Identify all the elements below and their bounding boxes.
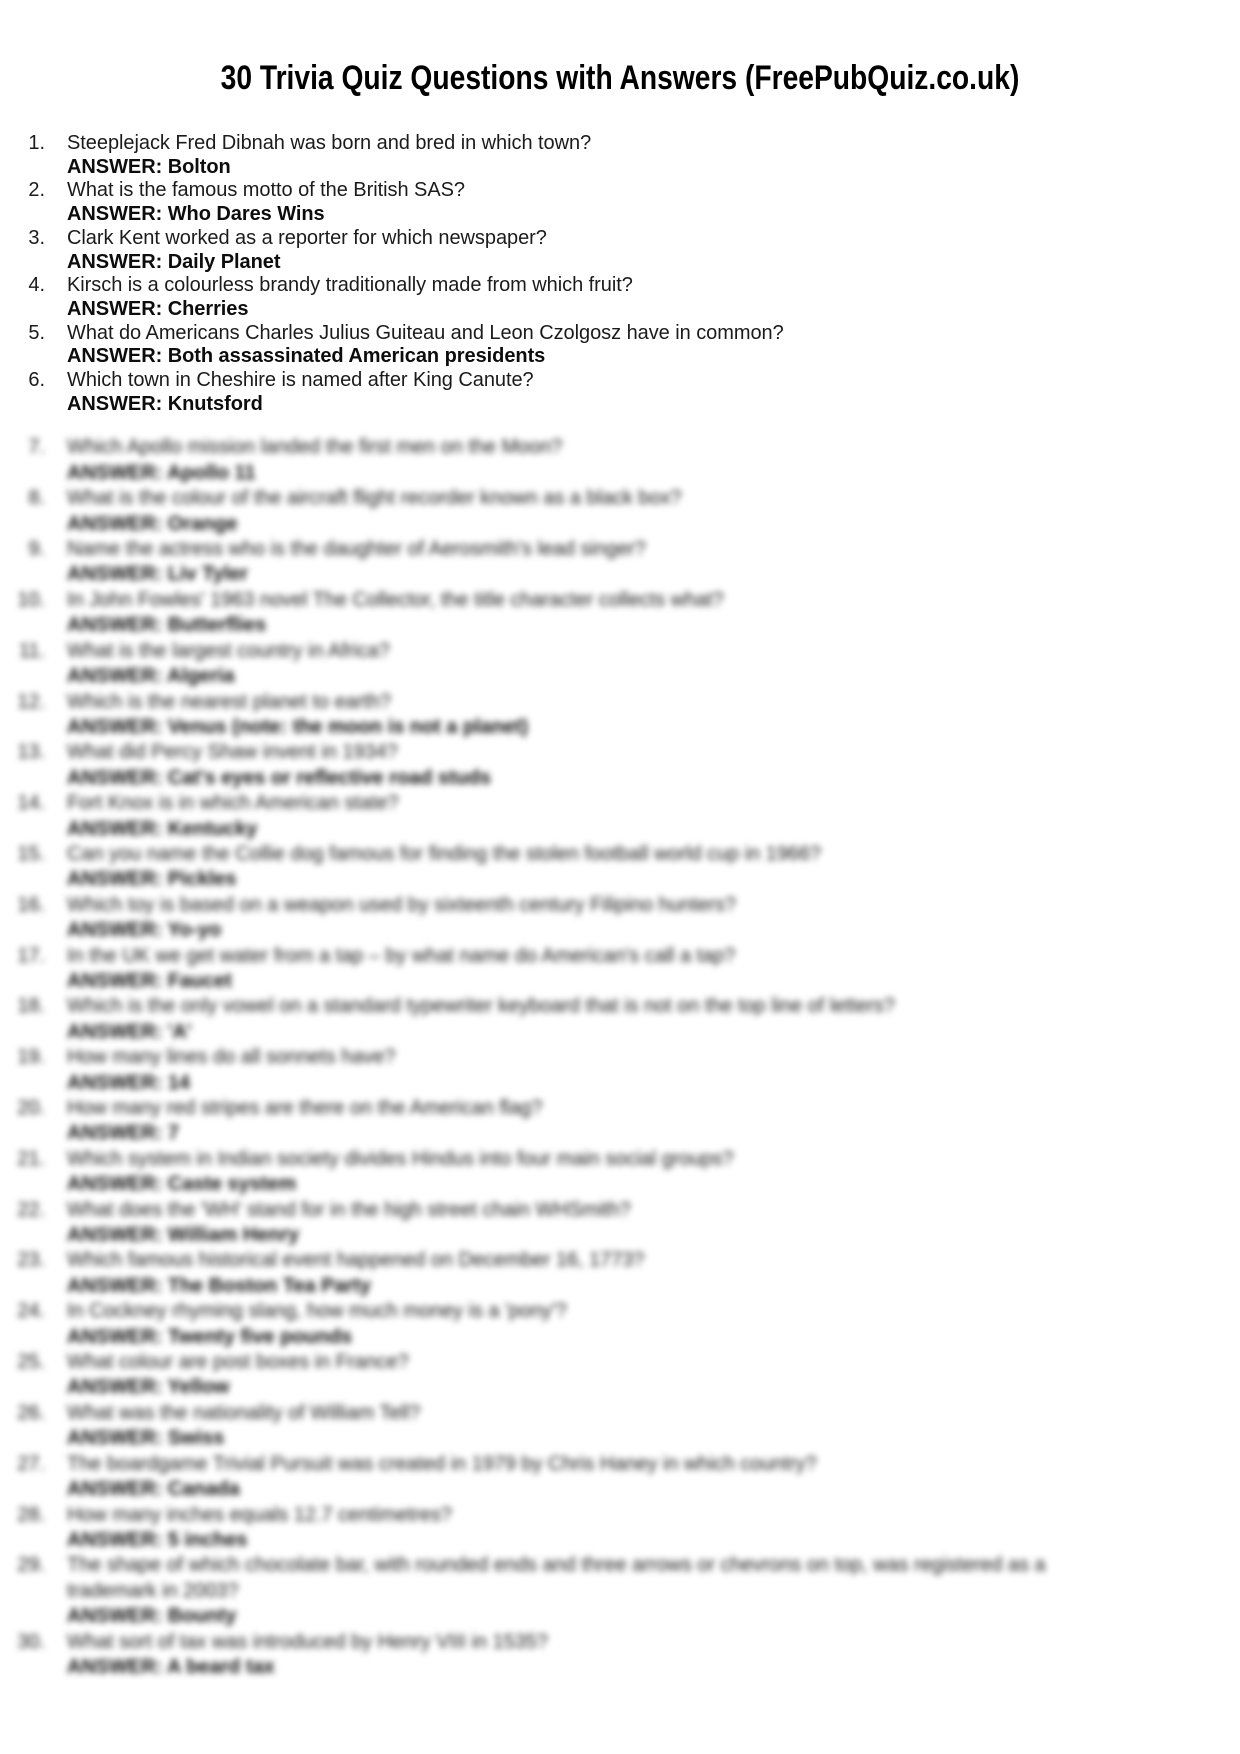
answer-text: ANSWER: 14 [67,1071,190,1094]
question-number: 24. [17,1300,45,1323]
answer-text: ANSWER: Knutsford [67,392,263,415]
answer-text: ANSWER: Liv Tyler [67,563,249,586]
quiz-item [0,1553,1240,1629]
question-number: 9. [28,538,45,561]
document-title: 30 Trivia Quiz Questions with Answers (FreePubQuiz.co.uk) [220,59,1020,97]
question-text: Can you name the Collie dog famous for finding the stolen football world cup in 1966? [67,842,822,865]
quiz-item [0,1096,1240,1147]
question-number: 18. [17,995,45,1018]
quiz-item-content [67,1452,1112,1503]
answer-text: ANSWER: Orange [67,512,238,535]
question-text: What is the largest country in Africa? [67,639,390,662]
question-number: 29. [17,1554,45,1577]
quiz-item [0,893,1240,944]
quiz-item-content [67,740,1112,791]
question-text: What is the famous motto of the British SAS? [67,179,465,202]
quiz-item-content [67,537,1112,588]
quiz-item-content [67,588,1112,639]
answer-text: ANSWER: Bolton [67,155,231,178]
question-number: 28. [17,1503,45,1526]
quiz-item-content [67,1503,1112,1554]
quiz-item [0,179,1240,226]
answer-text: ANSWER: 7 [67,1122,179,1145]
answer-text: ANSWER: Caste system [67,1173,297,1196]
quiz-item [0,842,1240,893]
quiz-item-content [67,1401,1112,1452]
question-number: 23. [17,1249,45,1272]
question-number: 26. [17,1401,45,1424]
quiz-item [0,1147,1240,1198]
question-number: 17. [17,944,45,967]
answer-text: ANSWER: Who Dares Wins [67,203,325,226]
question-text: In John Fowles' 1963 novel The Collector, the title character collects what? [67,588,724,611]
quiz-item [0,1401,1240,1452]
answer-text: ANSWER: Algeria [67,665,235,688]
quiz-item-content [67,893,1112,944]
question-number: 19. [17,1046,45,1069]
quiz-item-content [67,1553,1112,1629]
question-text: Which famous historical event happened on December 16, 1773? [67,1249,645,1272]
quiz-item [0,1630,1240,1681]
question-number: 22. [17,1198,45,1221]
answer-text: ANSWER: Pickles [67,868,237,891]
quiz-item [0,690,1240,741]
question-number: 16. [17,893,45,916]
quiz-item-content [67,791,1112,842]
question-text: In Cockney rhyming slang, how much money is a 'pony'? [67,1300,567,1323]
quiz-item [0,1198,1240,1249]
quiz-item-content [67,227,1112,274]
answer-text: ANSWER: Twenty five pounds [67,1325,352,1348]
question-text: Fort Knox is in which American state? [67,792,399,815]
quiz-item-content [67,944,1112,995]
question-text: Which is the only vowel on a standard typewriter keyboard that is not on the top line of letters? [67,995,895,1018]
answer-text: ANSWER: The Boston Tea Party [67,1274,371,1297]
answer-text: ANSWER: Both assassinated American presidents [67,345,546,368]
quiz-item [0,1045,1240,1096]
quiz-item-content [67,179,1112,226]
quiz-item [0,994,1240,1045]
question-text: Which town in Cheshire is named after King Canute? [67,369,534,392]
answer-text: ANSWER: Bounty [67,1605,237,1628]
answer-text: ANSWER: A beard tax [67,1655,275,1678]
question-text: In the UK we get water from a tap – by what name do American's call a tap? [67,944,736,967]
quiz-item [0,369,1240,416]
question-text: How many red stripes are there on the American flag? [67,1097,543,1119]
question-text: What was the nationality of William Tell? [67,1401,421,1424]
quiz-item-content [67,1350,1112,1401]
question-text: What is the colour of the aircraft flight recorder known as a black box? [67,487,682,510]
answer-text: ANSWER: 'A' [67,1020,192,1043]
question-number: 20. [17,1097,45,1119]
answer-text: ANSWER: Venus (note: the moon is not a planet) [67,715,529,738]
quiz-item-content [67,1147,1112,1198]
question-number: 21. [17,1147,45,1170]
question-text: Name the actress who is the daughter of Aerosmith's lead singer? [67,538,646,561]
quiz-item [0,132,1240,179]
question-text: What colour are post boxes in France? [67,1351,409,1374]
question-text: Which toy is based on a weapon used by sixteenth century Filipino hunters? [67,893,736,916]
question-text: Clark Kent worked as a reporter for which newspaper? [67,226,547,249]
question-number: 4. [28,274,45,297]
question-number: 6. [28,369,45,392]
quiz-item [0,1299,1240,1350]
quiz-item-content [67,486,1112,537]
quiz-item [0,1452,1240,1503]
answer-text: ANSWER: Yo-yo [67,919,222,942]
quiz-item-content [67,435,1112,486]
quiz-item-content [67,132,1112,179]
question-text: What does the 'WH' stand for in the high street chain WHSmith? [67,1198,631,1221]
answer-text: ANSWER: Cat's eyes or reflective road studs [67,766,491,789]
quiz-item [0,639,1240,690]
quiz-item [0,322,1240,369]
answer-text: ANSWER: Butterflies [67,614,267,637]
answer-text: ANSWER: Kentucky [67,817,258,840]
question-number: 1. [28,132,45,154]
question-text: Which system in Indian society divides Hindus into four main social groups? [67,1147,734,1170]
question-number: 14. [17,792,45,815]
quiz-item-content [67,1096,1112,1147]
question-number: 7. [28,436,45,459]
quiz-item [0,274,1240,321]
quiz-item-content [67,994,1112,1045]
quiz-item [0,1503,1240,1554]
quiz-item [0,791,1240,842]
quiz-item [0,1350,1240,1401]
question-number: 13. [17,741,45,764]
question-text: How many inches equals 12.7 centimetres? [67,1503,452,1526]
quiz-item-content [67,274,1112,321]
question-number: 11. [18,639,45,662]
quiz-list [0,132,1240,1680]
quiz-item [0,588,1240,639]
question-number: 25. [17,1351,45,1374]
quiz-item-content [67,1630,1112,1681]
question-text: What sort of tax was introduced by Henry VIII in 1535? [67,1630,548,1653]
question-text: The boardgame Trivial Pursuit was created in 1979 by Chris Haney in which country? [67,1452,817,1475]
question-number: 27. [17,1452,45,1475]
answer-text: ANSWER: Faucet [67,969,232,992]
question-number: 15. [17,842,45,865]
question-text: Kirsch is a colourless brandy traditionally made from which fruit? [67,274,633,297]
quiz-item [0,740,1240,791]
quiz-item-content [67,1045,1112,1096]
question-number: 3. [28,226,45,249]
quiz-item [0,944,1240,995]
answer-text: ANSWER: Daily Planet [67,250,281,273]
quiz-item [0,227,1240,274]
quiz-item-content [67,842,1112,893]
quiz-item [0,486,1240,537]
question-text: The shape of which chocolate bar, with rounded ends and three arrows or chevrons on top, was registered as a trademark in 2003? [67,1554,1046,1602]
answer-text: ANSWER: 5 inches [67,1528,248,1551]
question-number: 12. [17,690,45,713]
question-number: 10. [17,588,45,611]
quiz-item-content [67,1248,1112,1299]
quiz-item [0,1248,1240,1299]
quiz-item-content [67,639,1112,690]
answer-text: ANSWER: Apollo 11 [67,461,256,484]
quiz-item-content [67,690,1112,741]
quiz-item-content [67,1198,1112,1249]
question-text: How many lines do all sonnets have? [67,1046,396,1069]
question-text: Which Apollo mission landed the first men on the Moon? [67,436,563,459]
question-number: 2. [28,179,45,202]
quiz-item-content [67,369,1112,416]
quiz-item [0,435,1240,486]
answer-text: ANSWER: William Henry [67,1224,300,1247]
question-number: 8. [28,487,45,510]
question-text: Which is the nearest planet to earth? [67,690,391,713]
answer-text: ANSWER: Yellow [67,1376,230,1399]
question-text: Steeplejack Fred Dibnah was born and bred in which town? [67,132,592,154]
answer-text: ANSWER: Cherries [67,297,249,320]
question-number: 5. [28,321,45,344]
question-number: 30. [17,1630,45,1653]
answer-text: ANSWER: Swiss [67,1427,225,1450]
question-text: What do Americans Charles Julius Guiteau and Leon Czolgosz have in common? [67,321,784,344]
answer-text: ANSWER: Canada [67,1478,240,1501]
question-text: What did Percy Shaw invent in 1934? [67,741,398,764]
quiz-item [0,537,1240,588]
quiz-item-content [67,322,1112,369]
quiz-item-content [67,1299,1112,1350]
